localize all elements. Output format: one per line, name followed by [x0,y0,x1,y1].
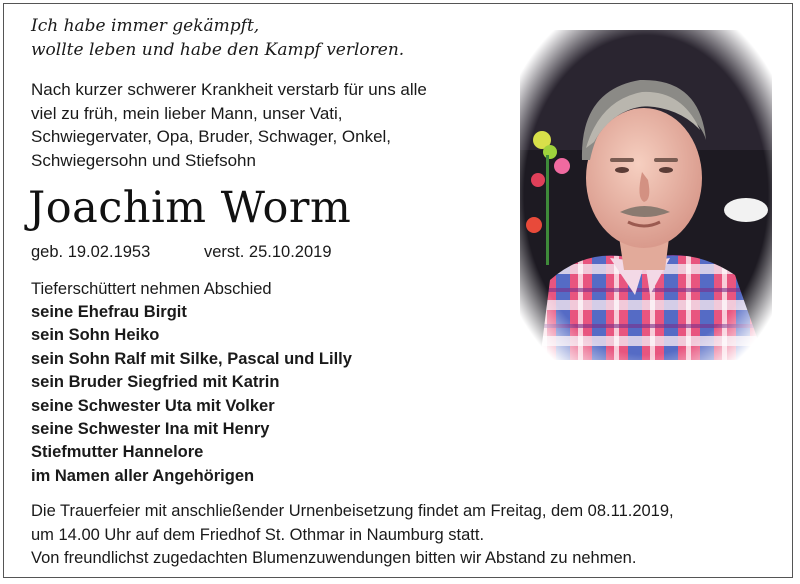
mourner-line: seine Schwester Uta mit Volker [31,396,275,415]
mourners-intro: Tieferschüttert nehmen Abschied [31,280,272,298]
mourner-line: sein Bruder Siegfried mit Katrin [31,373,280,392]
service-info [31,500,674,571]
mourner-line: Stiefmutter Hannelore [31,443,204,462]
mourner-line: sein Sohn Ralf mit Silke, Pascal und Lilly [31,349,352,368]
intro-line-3: Schwiegervater, Opa, Bruder, Schwager, Onkel, [31,127,392,146]
intro-line-4: Schwiegersohn und Stiefsohn [31,150,256,170]
mourner-line: im Namen aller Angehörigen [31,466,255,485]
mourners-list [31,301,352,488]
deceased-name: Joachim Worm [28,183,352,233]
obituary-notice [3,3,793,578]
quote-line-2: wollte leben und habe den Kampf verloren. [31,40,405,60]
mourner-line: seine Schwester Ina mit Henry [31,420,270,439]
service-line-2: um 14.00 Uhr auf dem Friedhof St. Othmar in Naumburg statt. [31,525,485,544]
birth-date: geb. 19.02.1953 [31,243,151,261]
intro-text [31,78,427,172]
quote [31,14,404,62]
mourner-line: sein Sohn Heiko [31,326,160,345]
quote-line-1: Ich habe immer gekämpft, [31,16,260,36]
portrait-photo [520,30,772,360]
service-line-3: Von freundlichst zugedachten Blumenzuwendungen bitten wir Abstand zu nehmen. [31,549,637,567]
mourner-line: seine Ehefrau Birgit [31,303,187,321]
death-date: verst. 25.10.2019 [204,243,332,261]
intro-line-1: Nach kurzer schwerer Krankheit verstarb für uns alle [31,80,427,99]
life-dates [31,241,332,263]
service-line-1: Die Trauerfeier mit anschließender Urnenbeisetzung findet am Freitag, dem 08.11.2019, [31,502,674,520]
intro-line-2: viel zu früh, mein lieber Mann, unser Vati, [31,103,343,123]
